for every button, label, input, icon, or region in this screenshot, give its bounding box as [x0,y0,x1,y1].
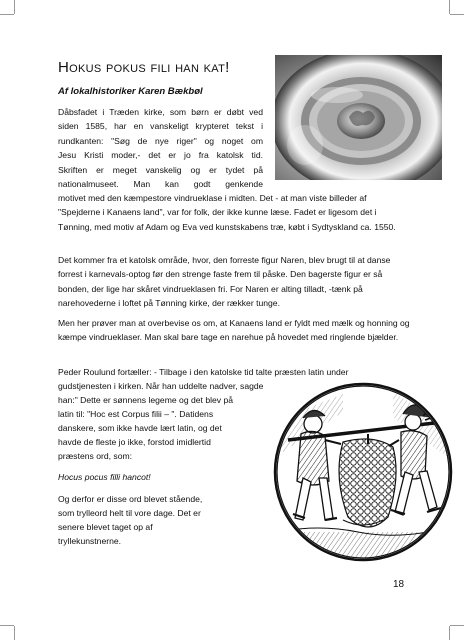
paragraph-1-continued: motivet med den kæmpestore vindrueklase i midten. Det - at man viste billeder af "Spejderne i Kanaens land", var for folk, der ikke kunne læse. Fadet er ligesom det i Tønning, med motiv af Adam og Eva ved kunstskabens træ, købt i Sydtyskland ca. 1550. [58,193,396,232]
text-line: nationalmuseet. Man kan godt genkende [58,179,263,190]
crop-mark [14,0,15,14]
text-line: Dåbsfadet i Træden kirke, som børn er døbt ved [58,107,263,117]
text-line: siden 1585, har en vanskeligt krypteret tekst i [58,121,263,132]
crop-mark [450,625,464,626]
paragraph-1-wrapped [58,105,263,191]
crop-mark [14,626,15,640]
crop-mark [450,14,464,15]
text-line: han:" Dette er sønnens legeme og det blev på [58,395,234,405]
paragraph-2: Det kommer fra et katolsk område, hvor, den forreste figur Naren, blev brugt til at danse forrest i karnevals-optog før den strenge faste frem til påske. Den bagerste figur er så bonden, der lige har skåret vindrueklasen fri. For Naren er alting tilladt, -tænk på narehovederne i loftet på Tønning kirke, der rækker tunge. [58,255,391,309]
latin-quote: Hocus pocus filli hancot! [58,472,151,482]
text-line: Og derfor er disse ord blevet stående, [58,494,203,504]
crop-mark [449,626,450,640]
text-line: gudstjenesten i kirken. Når han uddelte nadver, sagde [58,381,264,391]
text-line: Peder Roulund fortæller: - Tilbage i den katolske tid talte præsten latin under [58,367,349,377]
article-title: Hokus pokus fili han kat! [58,59,230,76]
text-line: Jesu Kristi moder,- det er jo fra katolsk tid. [58,150,263,161]
crop-mark [0,625,14,626]
page-number: 18 [393,579,405,590]
paragraph-3: Men her prøver man at overbevise os om, at Kanaens land er fyldt med mælk og honning og kæmpe vindrueklaser. Man skal bare tage en narehue på hovedet med ringlende bjælder. [58,318,410,343]
text-line: senere blevet taget op af [58,522,153,532]
text-line: præstens ord, som: [58,451,133,461]
text-line: Skriften er meget vanskelig og er tydet på [58,164,263,175]
crop-mark [449,0,450,14]
crop-mark [0,14,14,15]
text-line: latin til: "Hoc est Corpus filii – ". Datidens [58,409,214,419]
spies-grapes-woodcut [273,382,453,562]
text-line: danskere, som ikke havde lært latin, og det [58,423,222,433]
text-line: rundkanten: "Søg de nye riger" og noget om [58,135,263,146]
baptismal-dish-illustration [275,55,442,180]
text-line: som trylleord helt til vore dage. Det er [58,508,201,518]
baptismal-dish-photo [275,55,442,180]
text-line: tryllekunstnerne. [58,536,122,546]
text-line: havde de fleste jo ikke, forstod imidlertid [58,437,211,447]
article-author: Af lokalhistoriker Karen Bækbøl [58,86,203,97]
